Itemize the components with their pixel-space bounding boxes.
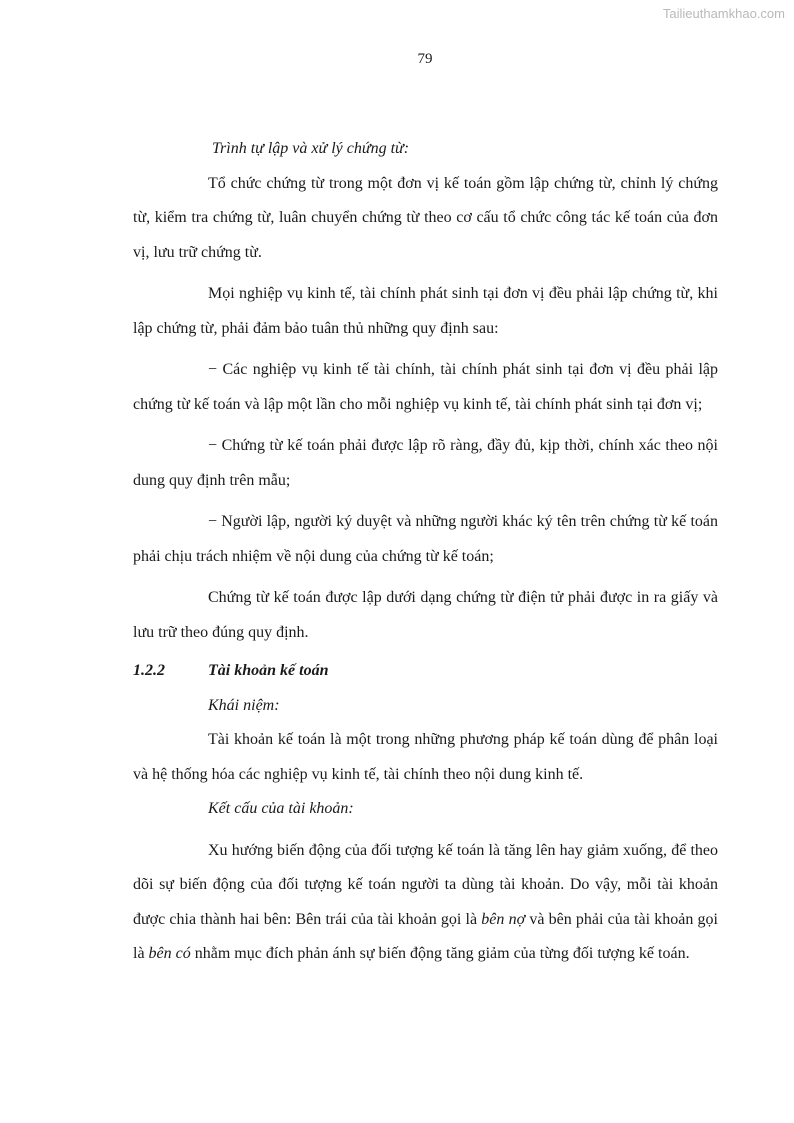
structure-heading: Kết cấu của tài khoản: (208, 800, 354, 817)
debit-term: bên nợ (481, 910, 526, 928)
bullet-item: − Người lập, người ký duyệt và những người khác ký tên trên chứng từ kế toán phải chịu trách nhiệm về nội dung của chứng từ kế toán; (133, 513, 718, 565)
paragraph-structure (133, 834, 718, 972)
section-title: Tài khoản kế toán (208, 662, 329, 679)
section-heading (133, 654, 718, 689)
structure-text: nhằm mục đích phản ánh sự biến động tăng giảm của từng đối tượng kế toán. (190, 945, 690, 962)
procedure-heading: Trình tự lập và xử lý chứng từ: (212, 140, 410, 157)
page-number: 79 (417, 51, 433, 67)
concept-heading: Khái niệm: (208, 696, 280, 714)
bullet-item: − Chứng từ kế toán phải được lập rõ ràng, đầy đủ, kịp thời, chính xác theo nội dung quy định trên mẫu; (133, 437, 718, 489)
structure-text: Xu hướng biến động của đối tượng kế toán là tăng lên hay giảm xuống, để theo dõi sự biến động của đối tượng kế toán người ta dùng tài khoản. Do vậy, mỗi tài khoản được chia thành hai bên: Bên trái của tài khoản gọi là (133, 841, 718, 928)
paragraph-electronic: Chứng từ kế toán được lập dưới dạng chứng từ điện tử phải được in ra giấy và lưu trữ theo đúng quy định. (133, 589, 718, 641)
credit-term: bên có (148, 945, 191, 962)
watermark: Tailieuthamkhao.com (662, 6, 785, 21)
document-body (133, 132, 718, 972)
section-number: 1.2.2 (133, 662, 165, 679)
paragraph-organization: Tổ chức chứng từ trong một đơn vị kế toán gồm lập chứng từ, chỉnh lý chứng từ, kiểm tra chứng từ, luân chuyển chứng từ theo cơ cấu tổ chức công tác kế toán của đơn vị, lưu trữ chứng từ. (133, 174, 718, 261)
bullet-item: − Các nghiệp vụ kinh tế tài chính, tài chính phát sinh tại đơn vị đều phải lập chứng từ kế toán và lập một lần cho mỗi nghiệp vụ kinh tế, tài chính phát sinh tại đơn vị; (133, 361, 718, 413)
structure-text: và bên phải của tài khoản gọi là (133, 910, 719, 962)
paragraph-requirements: Mọi nghiệp vụ kinh tế, tài chính phát sinh tại đơn vị đều phải lập chứng từ, khi lập chứng từ, phải đảm bảo tuân thủ những quy định sau: (133, 285, 718, 337)
paragraph-concept: Tài khoản kế toán là một trong những phương pháp kế toán dùng để phân loại và hệ thống hóa các nghiệp vụ kinh tế, tài chính theo nội dung kinh tế. (133, 731, 718, 783)
